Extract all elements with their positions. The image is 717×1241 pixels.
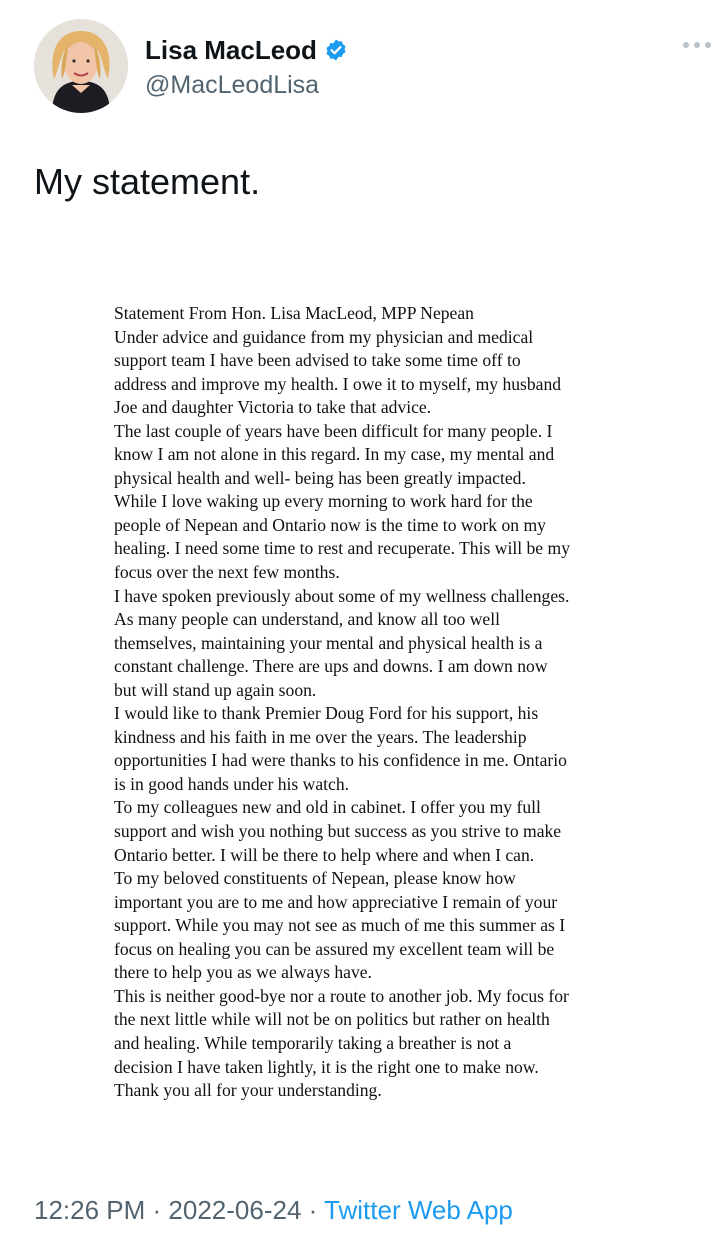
statement-line: address and improve my health. I owe it to myself, my husband	[114, 373, 562, 394]
statement-line: focus over the next few months.	[114, 562, 340, 583]
avatar[interactable]	[34, 19, 128, 113]
statement-line: support team I have been advised to take some time off to	[114, 350, 521, 371]
verified-badge-icon	[324, 38, 348, 62]
statement-line: To my colleagues new and old in cabinet. I offer you my full	[114, 797, 541, 818]
statement-line: support. While you may not see as much of me this summer as I	[114, 915, 566, 936]
more-dot	[683, 42, 689, 48]
tweet-date[interactable]: 2022-06-24	[168, 1195, 302, 1225]
statement-line: healing. I need some time to rest and recuperate. This will be my	[114, 538, 570, 559]
avatar-photo	[34, 19, 128, 113]
statement-line: know I am not alone in this regard. In my case, my mental and	[114, 444, 555, 465]
statement-line: Under advice and guidance from my physician and medical	[114, 326, 534, 347]
statement-line: people of Nepean and Ontario now is the time to work on my	[114, 514, 546, 535]
statement-line: This is neither good-bye nor a route to another job. My focus for	[114, 985, 569, 1006]
author-name-row[interactable]	[145, 34, 348, 66]
statement-line: I would like to thank Premier Doug Ford for his support, his	[114, 703, 539, 724]
statement-line: I have spoken previously about some of my wellness challenges.	[114, 585, 570, 606]
statement-line: While I love waking up every morning to work hard for the	[114, 491, 533, 512]
statement-line: Statement From Hon. Lisa MacLeod, MPP Nepean	[114, 303, 474, 323]
meta-separator: ·	[145, 1195, 169, 1225]
statement-line: focus on healing you can be assured my excellent team will be	[114, 938, 555, 959]
meta-separator: ·	[301, 1195, 325, 1225]
more-dot	[705, 42, 711, 48]
tweet-text: My statement.	[34, 161, 261, 202]
tweet-meta	[34, 1193, 513, 1227]
statement-line: but will stand up again soon.	[114, 679, 317, 700]
statement-text	[114, 302, 570, 1103]
statement-line: decision I have taken lightly, it is the right one to make now.	[114, 1056, 539, 1077]
statement-line: To my beloved constituents of Nepean, please know how	[114, 868, 516, 889]
statement-line: The last couple of years have been difficult for many people. I	[114, 420, 553, 441]
more-dot	[694, 42, 700, 48]
statement-line: Joe and daughter Victoria to take that advice.	[114, 397, 432, 418]
statement-line: and healing. While temporarily taking a breather is not a	[114, 1032, 512, 1053]
statement-line: support and wish you nothing but success as you strive to make	[114, 821, 562, 842]
statement-line: kindness and his faith in me over the years. The leadership	[114, 726, 527, 747]
statement-line: the next little while will not be on politics but rather on health	[114, 1009, 550, 1030]
more-options-icon[interactable]	[683, 42, 711, 48]
statement-line: there to help you as we always have.	[114, 962, 372, 983]
author-display-name[interactable]: Lisa MacLeod	[145, 35, 317, 65]
tweet-time[interactable]: 12:26 PM	[34, 1195, 146, 1225]
statement-line: physical health and well- being has been greatly impacted.	[114, 467, 526, 488]
statement-line: Ontario better. I will be there to help where and when I can.	[114, 844, 535, 865]
statement-line: is in good hands under his watch.	[114, 773, 350, 794]
author-handle[interactable]: @MacLeodLisa	[145, 71, 320, 99]
statement-line: opportunities I had were thanks to his confidence in me. Ontario	[114, 750, 567, 771]
statement-line: constant challenge. There are ups and downs. I am down now	[114, 656, 548, 677]
tweet-source-link[interactable]: Twitter Web App	[324, 1195, 513, 1225]
statement-line: important you are to me and how appreciative I remain of your	[114, 891, 558, 912]
statement-line: As many people can understand, and know all too well	[114, 609, 500, 630]
statement-line: themselves, maintaining your mental and physical health is a	[114, 632, 543, 653]
statement-line: Thank you all for your understanding.	[114, 1080, 382, 1101]
statement-image[interactable]	[34, 232, 684, 1152]
